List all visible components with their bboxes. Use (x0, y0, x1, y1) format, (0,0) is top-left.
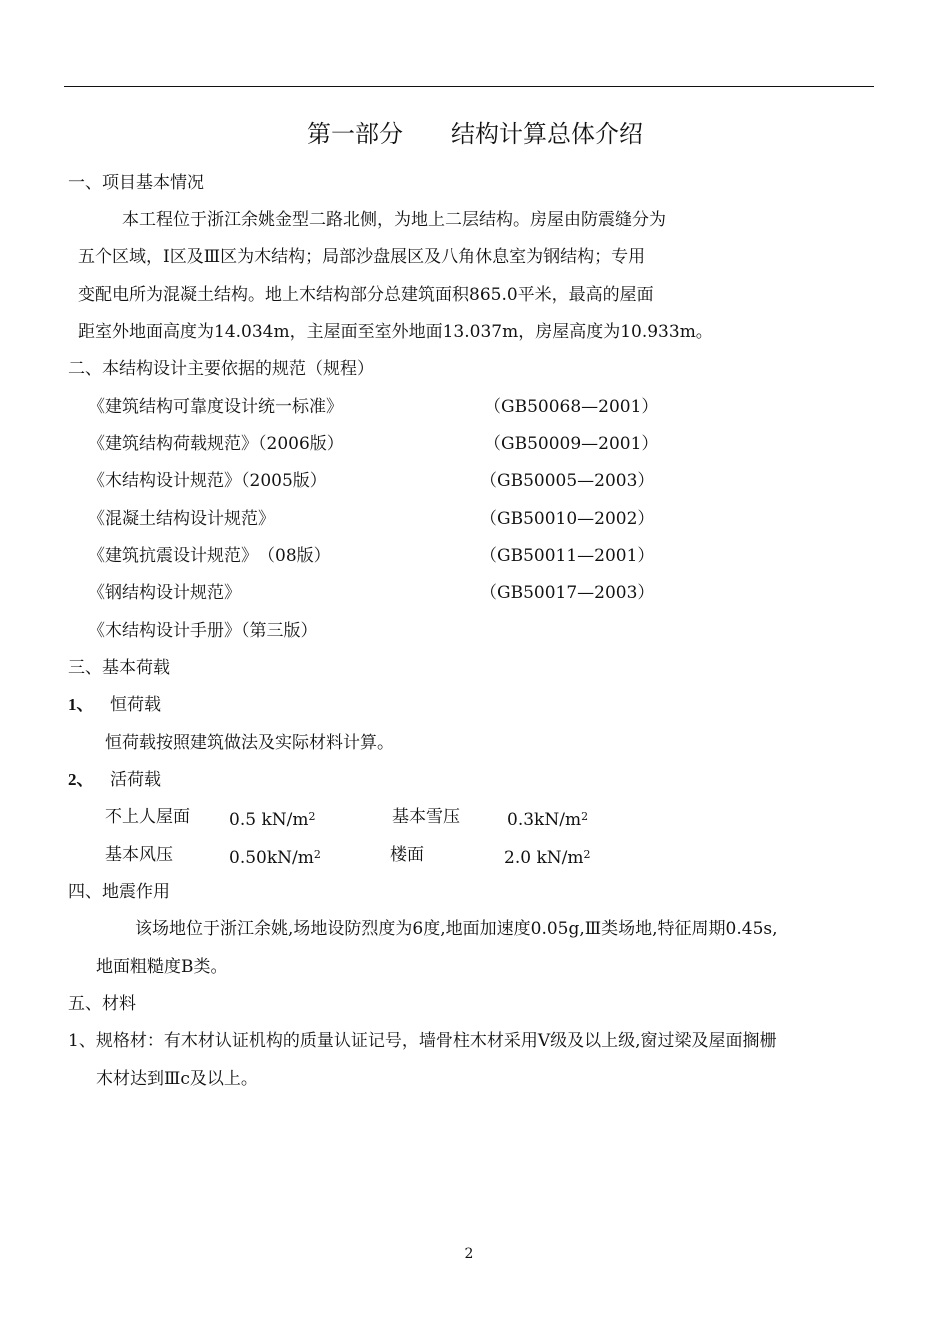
load-value (507, 806, 588, 831)
section-4-heading: 四、地震作用 (68, 882, 170, 902)
load-value (229, 844, 321, 869)
section-5-heading: 五、材料 (68, 994, 136, 1014)
header-rule (64, 86, 874, 87)
page-title (0, 119, 950, 149)
paragraph-line: 1、规格材：有木材认证机构的质量认证记号，墙骨柱木材采用Ⅴ级及以上级,窗过梁及屋面搁栅 (68, 1031, 777, 1051)
load-value (229, 806, 315, 831)
title-part: 第一部分 (307, 120, 403, 148)
paragraph-line: 恒荷载按照建筑做法及实际材料计算。 (105, 733, 394, 753)
spec-name: 《建筑结构可靠度设计统一标准》 (88, 397, 343, 417)
paragraph-line: 距室外地面高度为14.034m，主屋面至室外地面13.037m，房屋高度为10.933m。 (78, 322, 713, 342)
section-2-heading: 二、本结构设计主要依据的规范（规程） (68, 359, 374, 379)
paragraph-line: 木材达到Ⅲc及以上。 (96, 1069, 258, 1089)
title-name: 结构计算总体介绍 (451, 120, 643, 148)
spec-code: （GB50005—2003） (480, 471, 655, 491)
load-value-text: 0.50kN/m (229, 848, 314, 868)
load-unit-exponent: 2 (581, 810, 589, 823)
spec-name: 《木结构设计规范》（2005版） (88, 471, 327, 491)
spec-name: 《木结构设计手册》（第三版） (88, 621, 318, 641)
spec-code: （GB50011—2001） (480, 546, 655, 566)
page-number: 2 (464, 1246, 474, 1262)
load-value (504, 844, 590, 869)
load-label: 楼面 (390, 845, 424, 865)
load-label: 基本雪压 (392, 807, 460, 827)
item-label: 活荷载 (110, 770, 161, 790)
section-1-heading: 一、项目基本情况 (68, 173, 204, 193)
spec-code: （GB50068—2001） (484, 397, 659, 417)
spec-name: 《钢结构设计规范》 (88, 583, 241, 603)
paragraph-line: 五个区域，Ⅰ区及Ⅲ区为木结构；局部沙盘展区及八角休息室为钢结构；专用 (78, 247, 646, 267)
item-number: 1、 (68, 695, 94, 714)
paragraph-line: 地面粗糙度B类。 (96, 957, 228, 977)
spec-code: （GB50009—2001） (484, 434, 659, 454)
spec-name: 《建筑抗震设计规范》 （08版） (88, 546, 331, 566)
load-unit-exponent: 2 (313, 848, 321, 861)
paragraph-line: 本工程位于浙江余姚金型二路北侧，为地上二层结构。房屋由防震缝分为 (122, 210, 666, 230)
spec-name: 《建筑结构荷载规范》（2006版） (88, 434, 344, 454)
spec-name: 《混凝土结构设计规范》 (88, 509, 275, 529)
paragraph-line: 该场地位于浙江余姚,场地设防烈度为6度,地面加速度0.05g,Ⅲ类场地,特征周期0.45s, (135, 919, 778, 939)
load-label: 不上人屋面 (105, 807, 190, 827)
spec-code: （GB50010—2002） (480, 509, 655, 529)
load-value-text: 0.3kN/m (507, 810, 582, 830)
item-label: 恒荷载 (110, 695, 161, 715)
spec-code: （GB50017—2003） (480, 583, 655, 603)
load-unit-exponent: 2 (308, 810, 316, 823)
load-unit-exponent: 2 (583, 848, 591, 861)
load-value-text: 0.5 kN/m (229, 810, 309, 830)
section-3-heading: 三、基本荷载 (68, 658, 170, 678)
load-value-text: 2.0 kN/m (504, 848, 584, 868)
paragraph-line: 变配电所为混凝土结构。地上木结构部分总建筑面积865.0平米，最高的屋面 (78, 285, 654, 305)
load-label: 基本风压 (105, 845, 173, 865)
item-number: 2、 (68, 770, 94, 789)
